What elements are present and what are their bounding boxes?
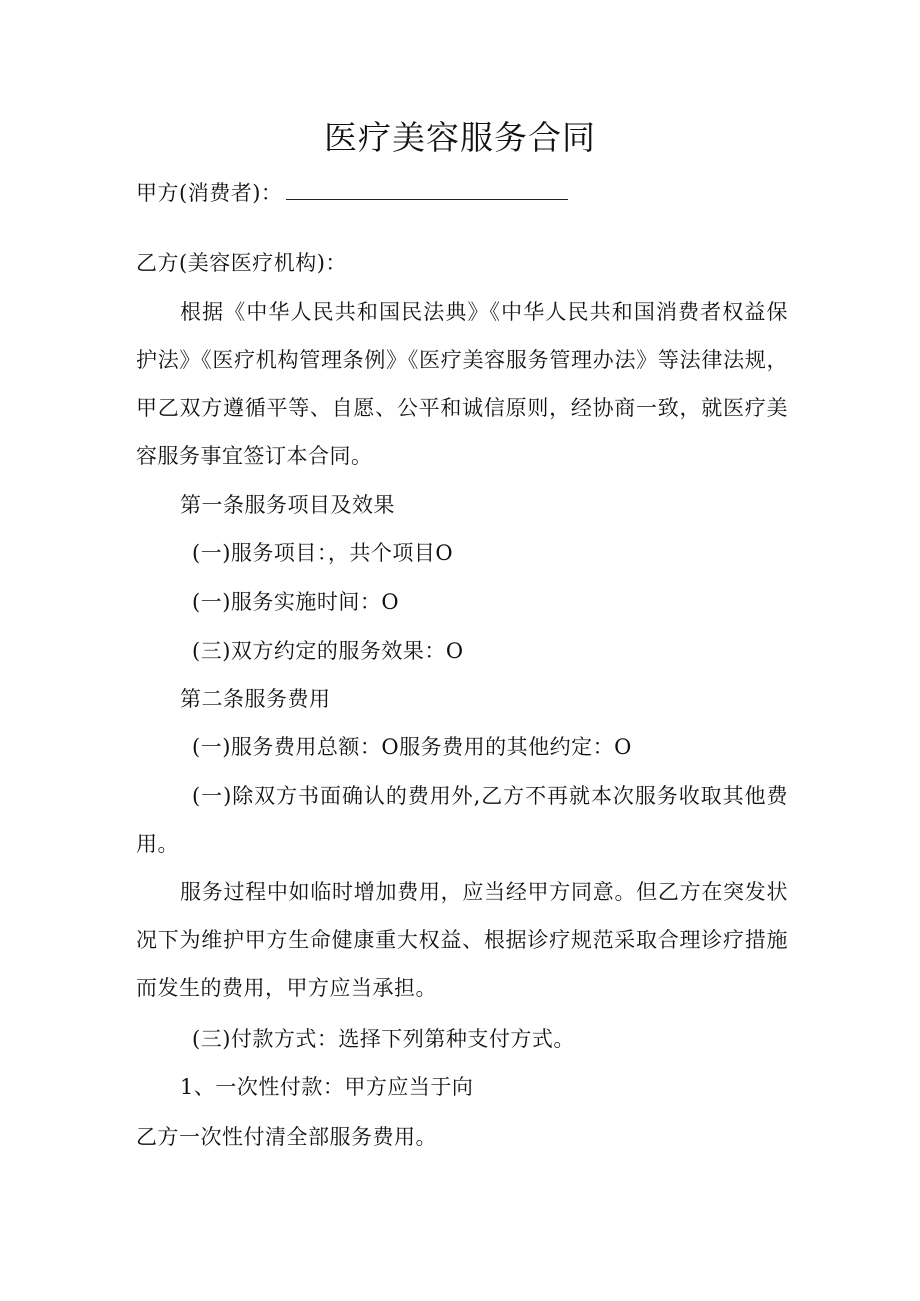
party-a-blank-field — [286, 181, 568, 200]
article2-heading: 第二条服务费用 — [180, 687, 331, 711]
article2-item3: (三)付款方式：选择下列第种支付方式。 — [192, 1027, 575, 1051]
party-a-label: 甲方(消费者)： — [136, 181, 283, 205]
document-title: 医疗美容服务合同 — [324, 118, 596, 157]
party-a-line — [136, 178, 568, 208]
article1-item2: (一)服务实施时间：O — [192, 590, 400, 614]
payment-option1-line1: 1、一次性付款：甲方应当于向 — [180, 1075, 474, 1099]
party-b-label: 乙方(美容医疗机构)： — [136, 251, 347, 275]
article1-heading: 第一条服务项目及效果 — [180, 493, 395, 517]
article2-item1: (一)服务费用总额：O服务费用的其他约定：O — [192, 735, 632, 759]
article2-item2: (一)除双方书面确认的费用外,乙方不再就本次服务收取其他费用。 — [136, 784, 788, 856]
article2-paragraph: 服务过程中如临时增加费用，应当经甲方同意。但乙方在突发状况下为维护甲方生命健康重大权益、根据诊疗规范采取合理诊疗措施而发生的费用，甲方应当承担。 — [136, 880, 788, 1000]
payment-option1-line2: 乙方一次性付清全部服务费用。 — [136, 1125, 437, 1149]
article1-item1: (一)服务项目：，共个项目O — [192, 541, 454, 565]
article1-item3: (三)双方约定的服务效果：O — [192, 639, 464, 663]
preamble-paragraph: 根据《中华人民共和国民法典》《中华人民共和国消费者权益保护法》《医疗机构管理条例》《医疗美容服务管理办法》等法律法规，甲乙双方遵循平等、自愿、公平和诚信原则，经协商一致，就医疗美容服务事宜签订本合同。 — [136, 300, 788, 468]
